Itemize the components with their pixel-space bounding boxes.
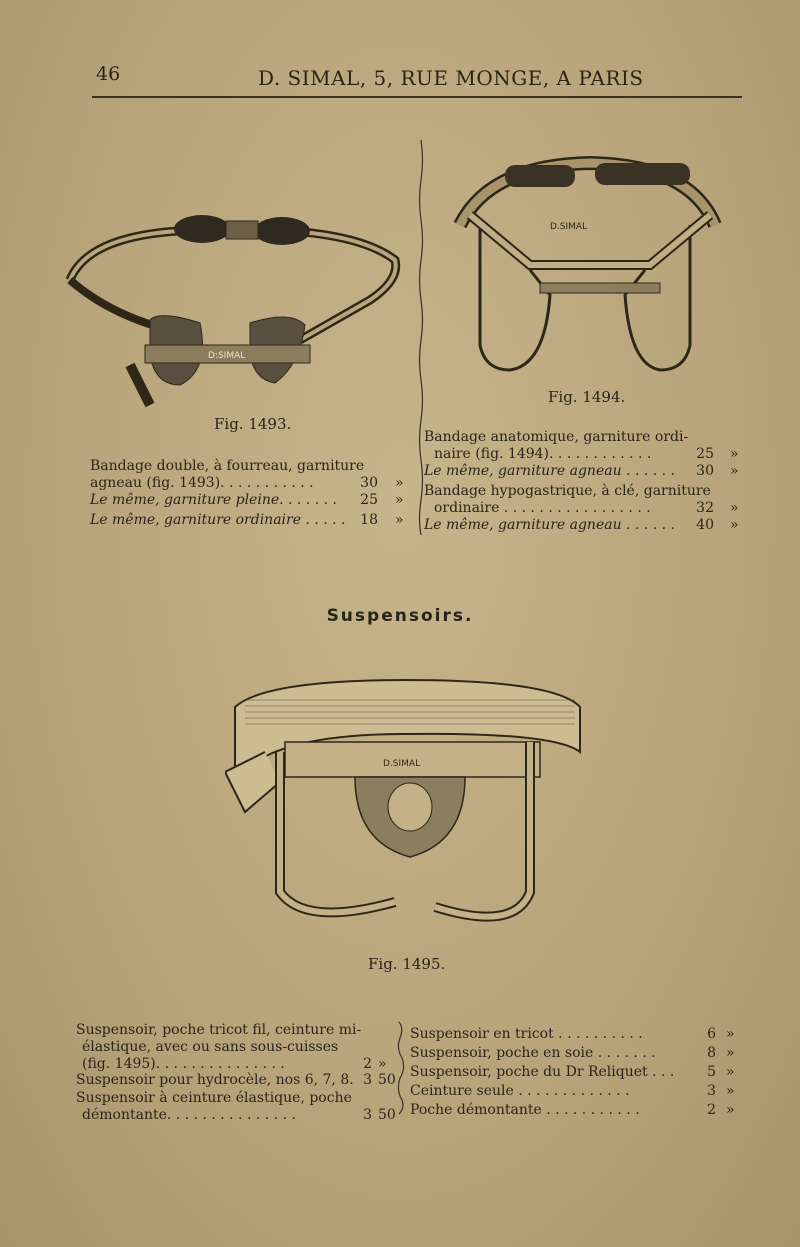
item-price: 25 xyxy=(696,446,714,462)
catalog-item: Suspensoir, poche en soie . . . . . . . 8 » xyxy=(410,1045,735,1061)
catalog-item: Bandage hypogastrique, à clé, garniture ordinaire . . . . . . . . . . . . . . . . . 32 » xyxy=(424,483,739,516)
item-unit: » xyxy=(395,475,404,491)
item-unit: » xyxy=(726,1064,735,1080)
item-unit: » xyxy=(726,1045,735,1061)
item-price: 18 xyxy=(360,512,378,528)
catalog-item: Bandage anatomique, garniture ordi- naire (fig. 1494). . . . . . . . . . . . 25 » xyxy=(424,429,739,462)
catalog-item: Suspensoir à ceinture élastique, poche démontante. . . . . . . . . . . . . . . 3 50 xyxy=(76,1090,396,1123)
figure-1494-illustration xyxy=(450,145,730,385)
header-rule xyxy=(92,96,742,98)
catalog-item: Le même, garniture pleine. . . . . . . 25 » xyxy=(90,492,404,508)
item-price: 2 xyxy=(707,1102,716,1118)
item-unit: » xyxy=(726,1026,735,1042)
item-unit: » xyxy=(395,512,404,528)
catalog-item: Poche démontante . . . . . . . . . . . 2 » xyxy=(410,1102,735,1118)
item-unit: » xyxy=(378,1056,387,1072)
item-price: 8 xyxy=(707,1045,716,1061)
item-unit: » xyxy=(726,1083,735,1099)
item-unit: » xyxy=(730,446,739,462)
item-unit: » xyxy=(730,500,739,516)
catalog-item: Suspensoir, poche tricot fil, ceinture mi- élastique, avec ou sans sous-cuisses (fig. 1495). . . . . . . . . . . . . . . 2 » xyxy=(76,1022,387,1072)
item-price: 40 xyxy=(696,517,714,533)
figure-1495-illustration xyxy=(225,672,595,937)
figure-1495-caption: Fig. 1495. xyxy=(368,955,446,973)
item-price: 30 xyxy=(696,463,714,479)
item-price: 3 xyxy=(363,1107,372,1123)
page-number: 46 xyxy=(96,63,121,85)
item-price: 3 xyxy=(363,1072,372,1088)
catalog-item: Le même, garniture ordinaire . . . . . 18 » xyxy=(90,512,404,528)
figure-1493-illustration xyxy=(50,205,410,415)
item-unit: » xyxy=(730,463,739,479)
item-price: 32 xyxy=(696,500,714,516)
figure-1494-caption: Fig. 1494. xyxy=(548,388,626,406)
item-unit: » xyxy=(730,517,739,533)
item-unit: 50 xyxy=(378,1107,396,1123)
catalog-item: Suspensoir pour hydrocèle, nos 6, 7, 8. 3 50 xyxy=(76,1072,396,1088)
item-unit: » xyxy=(726,1102,735,1118)
catalog-item: Le même, garniture agneau . . . . . . 40 » xyxy=(424,517,739,533)
bottom-left-catalog xyxy=(76,1022,396,1124)
figure-1494-plate: D.SIMAL xyxy=(550,222,588,232)
catalog-item: Ceinture seule . . . . . . . . . . . . . 3 » xyxy=(410,1083,735,1099)
catalog-item: Suspensoir, poche du Dr Reliquet . . . 5 » xyxy=(410,1064,735,1080)
figure-1493-caption: Fig. 1493. xyxy=(214,415,292,433)
catalog-item: Suspensoir en tricot . . . . . . . . . . 6 » xyxy=(410,1026,735,1042)
section-title: Suspensoirs. xyxy=(326,606,474,626)
item-price: 5 xyxy=(707,1064,716,1080)
figure-1495-plate: D.SIMAL xyxy=(383,759,421,769)
item-price: 25 xyxy=(360,492,378,508)
item-unit: » xyxy=(395,492,404,508)
bottom-bracket xyxy=(396,1020,408,1115)
item-price: 3 xyxy=(707,1083,716,1099)
right-catalog xyxy=(424,429,754,537)
catalog-item: Le même, garniture agneau . . . . . . 30 » xyxy=(424,463,739,479)
item-price: 30 xyxy=(360,475,378,491)
left-catalog xyxy=(90,458,410,532)
item-price: 2 xyxy=(363,1056,372,1072)
page-header-title: D. SIMAL, 5, RUE MONGE, A PARIS xyxy=(258,66,644,90)
figure-1493-plate: D:SIMAL xyxy=(208,351,246,361)
item-unit: 50 xyxy=(378,1072,396,1088)
bottom-right-catalog xyxy=(410,1026,740,1121)
item-price: 6 xyxy=(707,1026,716,1042)
catalog-item: Bandage double, à fourreau, garniture agneau (fig. 1493). . . . . . . . . . . 30 » xyxy=(90,458,404,491)
